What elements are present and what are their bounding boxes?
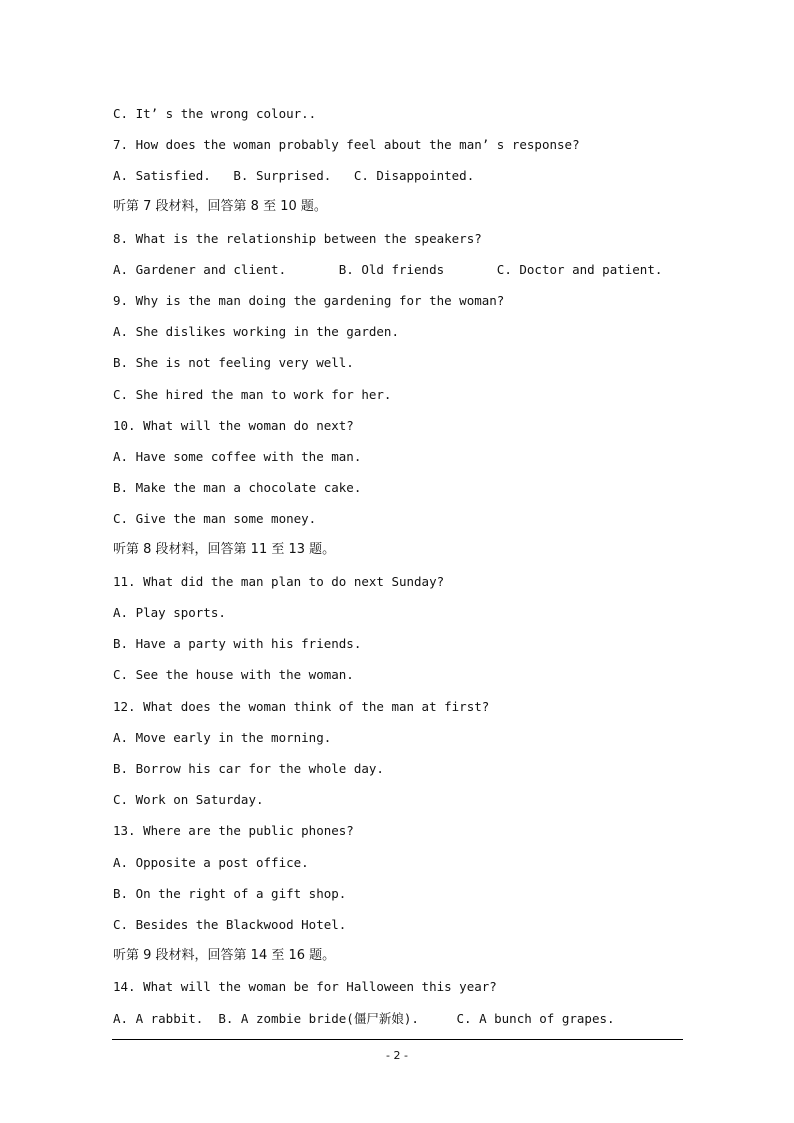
footer-divider [112, 1039, 683, 1040]
option-text: B. Borrow his car for the whole day. [113, 761, 384, 776]
option-text: A. Opposite a post office. [113, 855, 309, 870]
question-text: 11. What did the man plan to do next Sunday? [113, 574, 445, 589]
option-text: C. She hired the man to work for her. [113, 387, 392, 402]
option-text: A. Play sports. [113, 605, 226, 620]
question-text: 14. What will the woman be for Halloween this year? [113, 979, 497, 994]
question-text: 8. What is the relationship between the speakers? [113, 231, 482, 246]
option-text: A. Have some coffee with the man. [113, 449, 362, 464]
option-text: A. Move early in the morning. [113, 730, 332, 745]
option-text: B. Make the man a chocolate cake. [113, 480, 362, 495]
option-text: B. She is not feeling very well. [113, 355, 354, 370]
section-instruction: 听第 7 段材料，回答第 8 至 10 题。 [113, 199, 327, 214]
question-text: 9. Why is the man doing the gardening for the woman? [113, 293, 505, 308]
options-row: A. Gardener and client. B. Old friends C. Doctor and patient. [113, 262, 663, 277]
question-text: 10. What will the woman do next? [113, 418, 354, 433]
option-text: C. Give the man some money. [113, 511, 317, 526]
option-text: A. She dislikes working in the garden. [113, 324, 399, 339]
options-row: A. Satisfied. B. Surprised. C. Disappointed. [113, 168, 475, 183]
option-text: C. Besides the Blackwood Hotel. [113, 917, 347, 932]
page-number: - 2 - [386, 1049, 408, 1062]
option-text: C. It’ s the wrong colour.. [113, 106, 317, 121]
question-text: 13. Where are the public phones? [113, 823, 354, 838]
section-instruction: 听第 8 段材料，回答第 11 至 13 题。 [113, 542, 336, 557]
question-text: 7. How does the woman probably feel about the man’ s response? [113, 137, 580, 152]
option-text: B. On the right of a gift shop. [113, 886, 347, 901]
question-text: 12. What does the woman think of the man at first? [113, 699, 490, 714]
options-row: A. A rabbit. B. A zombie bride(僵尸新娘). C. A bunch of grapes. [113, 1011, 615, 1026]
section-instruction: 听第 9 段材料，回答第 14 至 16 题。 [113, 948, 336, 963]
option-text: C. See the house with the woman. [113, 667, 354, 682]
option-text: B. Have a party with his friends. [113, 636, 362, 651]
option-text: C. Work on Saturday. [113, 792, 264, 807]
